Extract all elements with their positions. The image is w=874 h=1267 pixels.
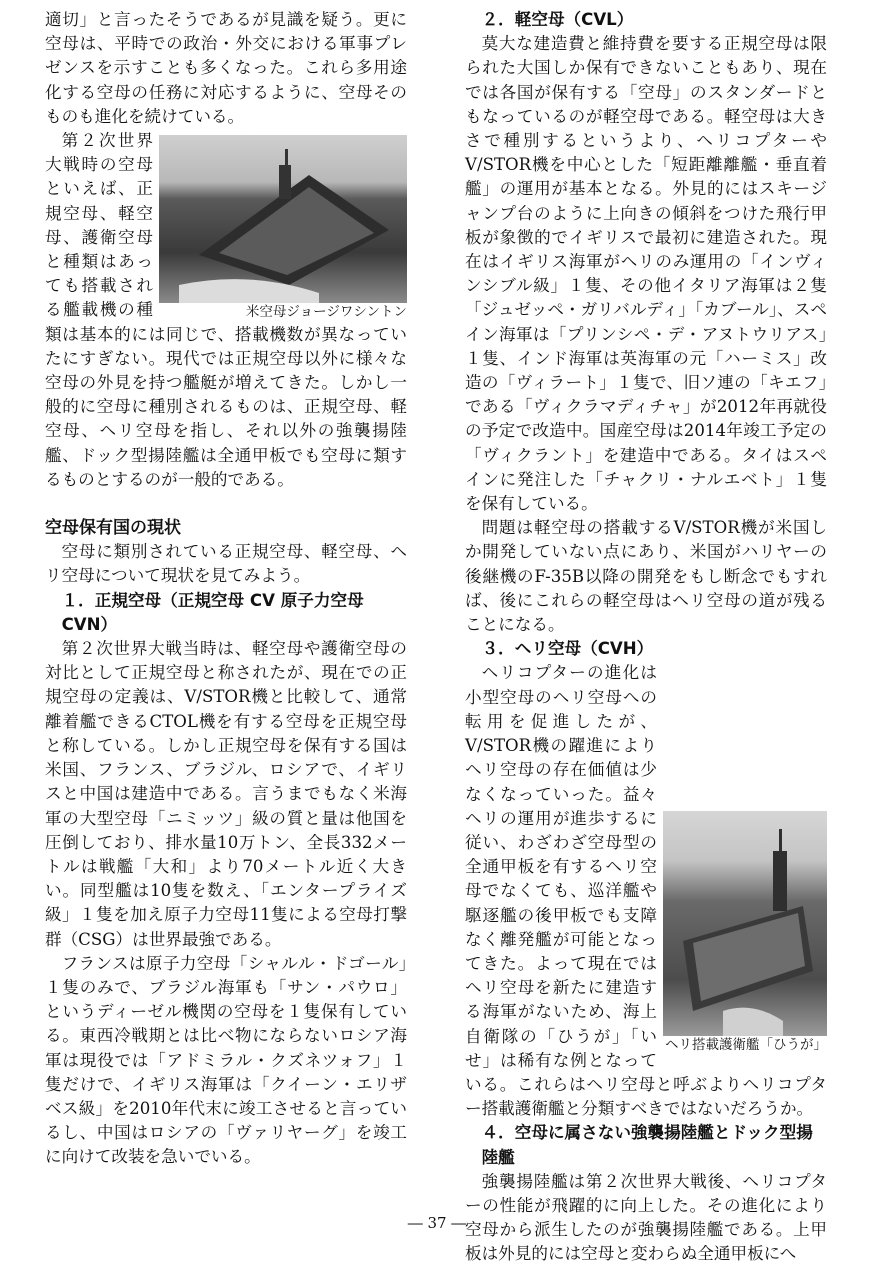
left-column	[45, 8, 407, 1170]
helicopter-destroyer-photo	[663, 811, 827, 1036]
subsection-heading: ２．軽空母（CVL）	[481, 10, 634, 29]
paragraph: 問題は軽空母の搭載するV/STOR機が米国しか開発していない点にあり、米国がハリヤーの後継機のF-35B以降の開発をもし断念でもすれば、後にこれらの軽空母はヘリ空母の道が残ることになる。	[465, 518, 827, 635]
subsection-heading: ４．空母に属さない強襲揚陸艦とドック型揚陸艦	[481, 1123, 813, 1167]
figure-carrier-george-washington	[159, 135, 407, 321]
figure-caption: ヘリ搭載護衛艦「ひうが」	[665, 1037, 827, 1054]
paragraph: ヘリコプターの進化は小型空母のヘリ空母への転用を促進したが、V/STOR機の躍進によりヘリ空母の存在価値は少なくなっていった。益々ヘリの運用が進歩するに従い、わざわざ空母型の全通甲板を有するヘリ空母でなくても、巡洋艦や駆逐艦の後甲板でも支障なく離発艦が可能となってきた。よって現在ではヘリ空母を新たに建造する海軍がないため、海上自衛隊の「ひうが」「いせ」は稀有な例となっている。これらはヘリ空母と呼ぶよりヘリコプター搭載護衛艦と分類すべきではないだろうか。	[465, 663, 827, 1119]
figure-caption: 米空母ジョージワシントン	[245, 304, 407, 321]
section-heading: 空母保有国の現状	[45, 518, 181, 539]
paragraph: 第２次世界大戦時の空母といえば、正規空母、軽空母、護衛空母と種類はあっても搭載される艦載機の種類は基本的には同じで、搭載機数が異なっていたにすぎない。現代では正規空母以外に様々な空母の外見を持つ艦艇が増えてきた。しかし一般的に空母に種別されるものは、正規空母、軽空母、ヘリ空母を指し、それ以外の強襲揚陸艦、ドック型揚陸艦は全通甲板でも空母に類するものとするのが一般的である。	[45, 131, 407, 489]
figure-hyuga	[663, 811, 827, 1054]
paragraph: 強襲揚陸艦は第２次世界大戦後、ヘリコプターの性能が飛躍的に向上した。その進化により空母から派生したのが強襲揚陸艦である。上甲板は外見的には空母と変わらぬ全通甲板にへ	[465, 1171, 827, 1264]
paragraph: 莫大な建造費と維持費を要する正規空母は限られた大国しか保有できないこともあり、現在では各国が保有する「空母」のスタンダードともなっているのが軽空母である。軽空母は大きさで種別するというより、ヘリコプターやV/STOR機を中心とした「短距離離艦・垂直着艦」の運用が基本となる。外見的にはスキージャンプ台のように上向きの傾斜をつけた飛行甲板が象徴的でイギリスで最初に建造された。現在はイギリス海軍がヘリのみ運用の「インヴィンシブル級」１隻、その他イタリア海軍は２隻「ジュゼッペ・ガリバルディ」「カブール」、スペイン海軍は「プリンシペ・デ・アヌトウリアス」１隻、インド海軍は英海軍の元「ハーミス」改造の「ヴィラート」１隻で、旧ソ連の「キエフ」である「ヴィクラマディチャ」が2012年再就役の予定で改造中。国産空母は2014年竣工予定の「ヴィクラント」を建造中である。タイはスペインに発注した「チャクリ・ナルエベト」１隻を保有している。	[465, 34, 827, 514]
subsection-heading: ３．ヘリ空母（CVH）	[481, 639, 654, 659]
paragraph: 適切」と言ったそうであるが見識を疑う。更に空母は、平時での政治・外交における軍事プレゼンスを示すことも多くなった。これら多用途化する空母の任務に対応するように、空母そのものも進化を続けている。	[45, 10, 407, 126]
paragraph: フランスは原子力空母「シャルル・ドゴール」１隻のみで、ブラジル海軍も「サン・パウロ」というディーゼル機関の空母を１隻保有している。東西冷戦期とは比べ物にならないロシア海軍は現役では「アドミラル・クズネツォフ」１隻だけで、イギリス海軍は「クイーン・エリザベス級」を2010年代末に竣工させると言っているし、中国はロシアの「ヴァリヤーグ」を竣工に向けて改装を急いでいる。	[45, 953, 407, 1167]
right-column	[465, 8, 827, 1267]
aircraft-carrier-photo	[159, 135, 407, 303]
paragraph: 空母に類別されている正規空母、軽空母、ヘリ空母について現状を見てみよう。	[45, 542, 407, 586]
paragraph: 第２次世界大戦当時は、軽空母や護衛空母の対比として正規空母と称されたが、現在での正規空母の定義は、V/STOR機と比較して、通常離着艦できるCTOL機を有する空母を正規空母と称している。しかし正規空母を保有する国は米国、フランス、ブラジル、ロシアで、イギリスと中国は建造中である。言うまでもなく米海軍の大型空母「ニミッツ」級の質と量は他国を圧倒しており、排水量10万トン、全長332メートルは戦艦「大和」より70メートル近く大きい。同型艦は10隻を数え、「エンタープライズ級」１隻を加え原子力空母11隻による空母打撃群（CSG）は世界最強である。	[45, 639, 407, 949]
page-number: ― 37 ―	[407, 1214, 467, 1232]
subsection-heading: １．正規空母（正規空母 CV 原子力空母 CVN）	[61, 590, 364, 634]
